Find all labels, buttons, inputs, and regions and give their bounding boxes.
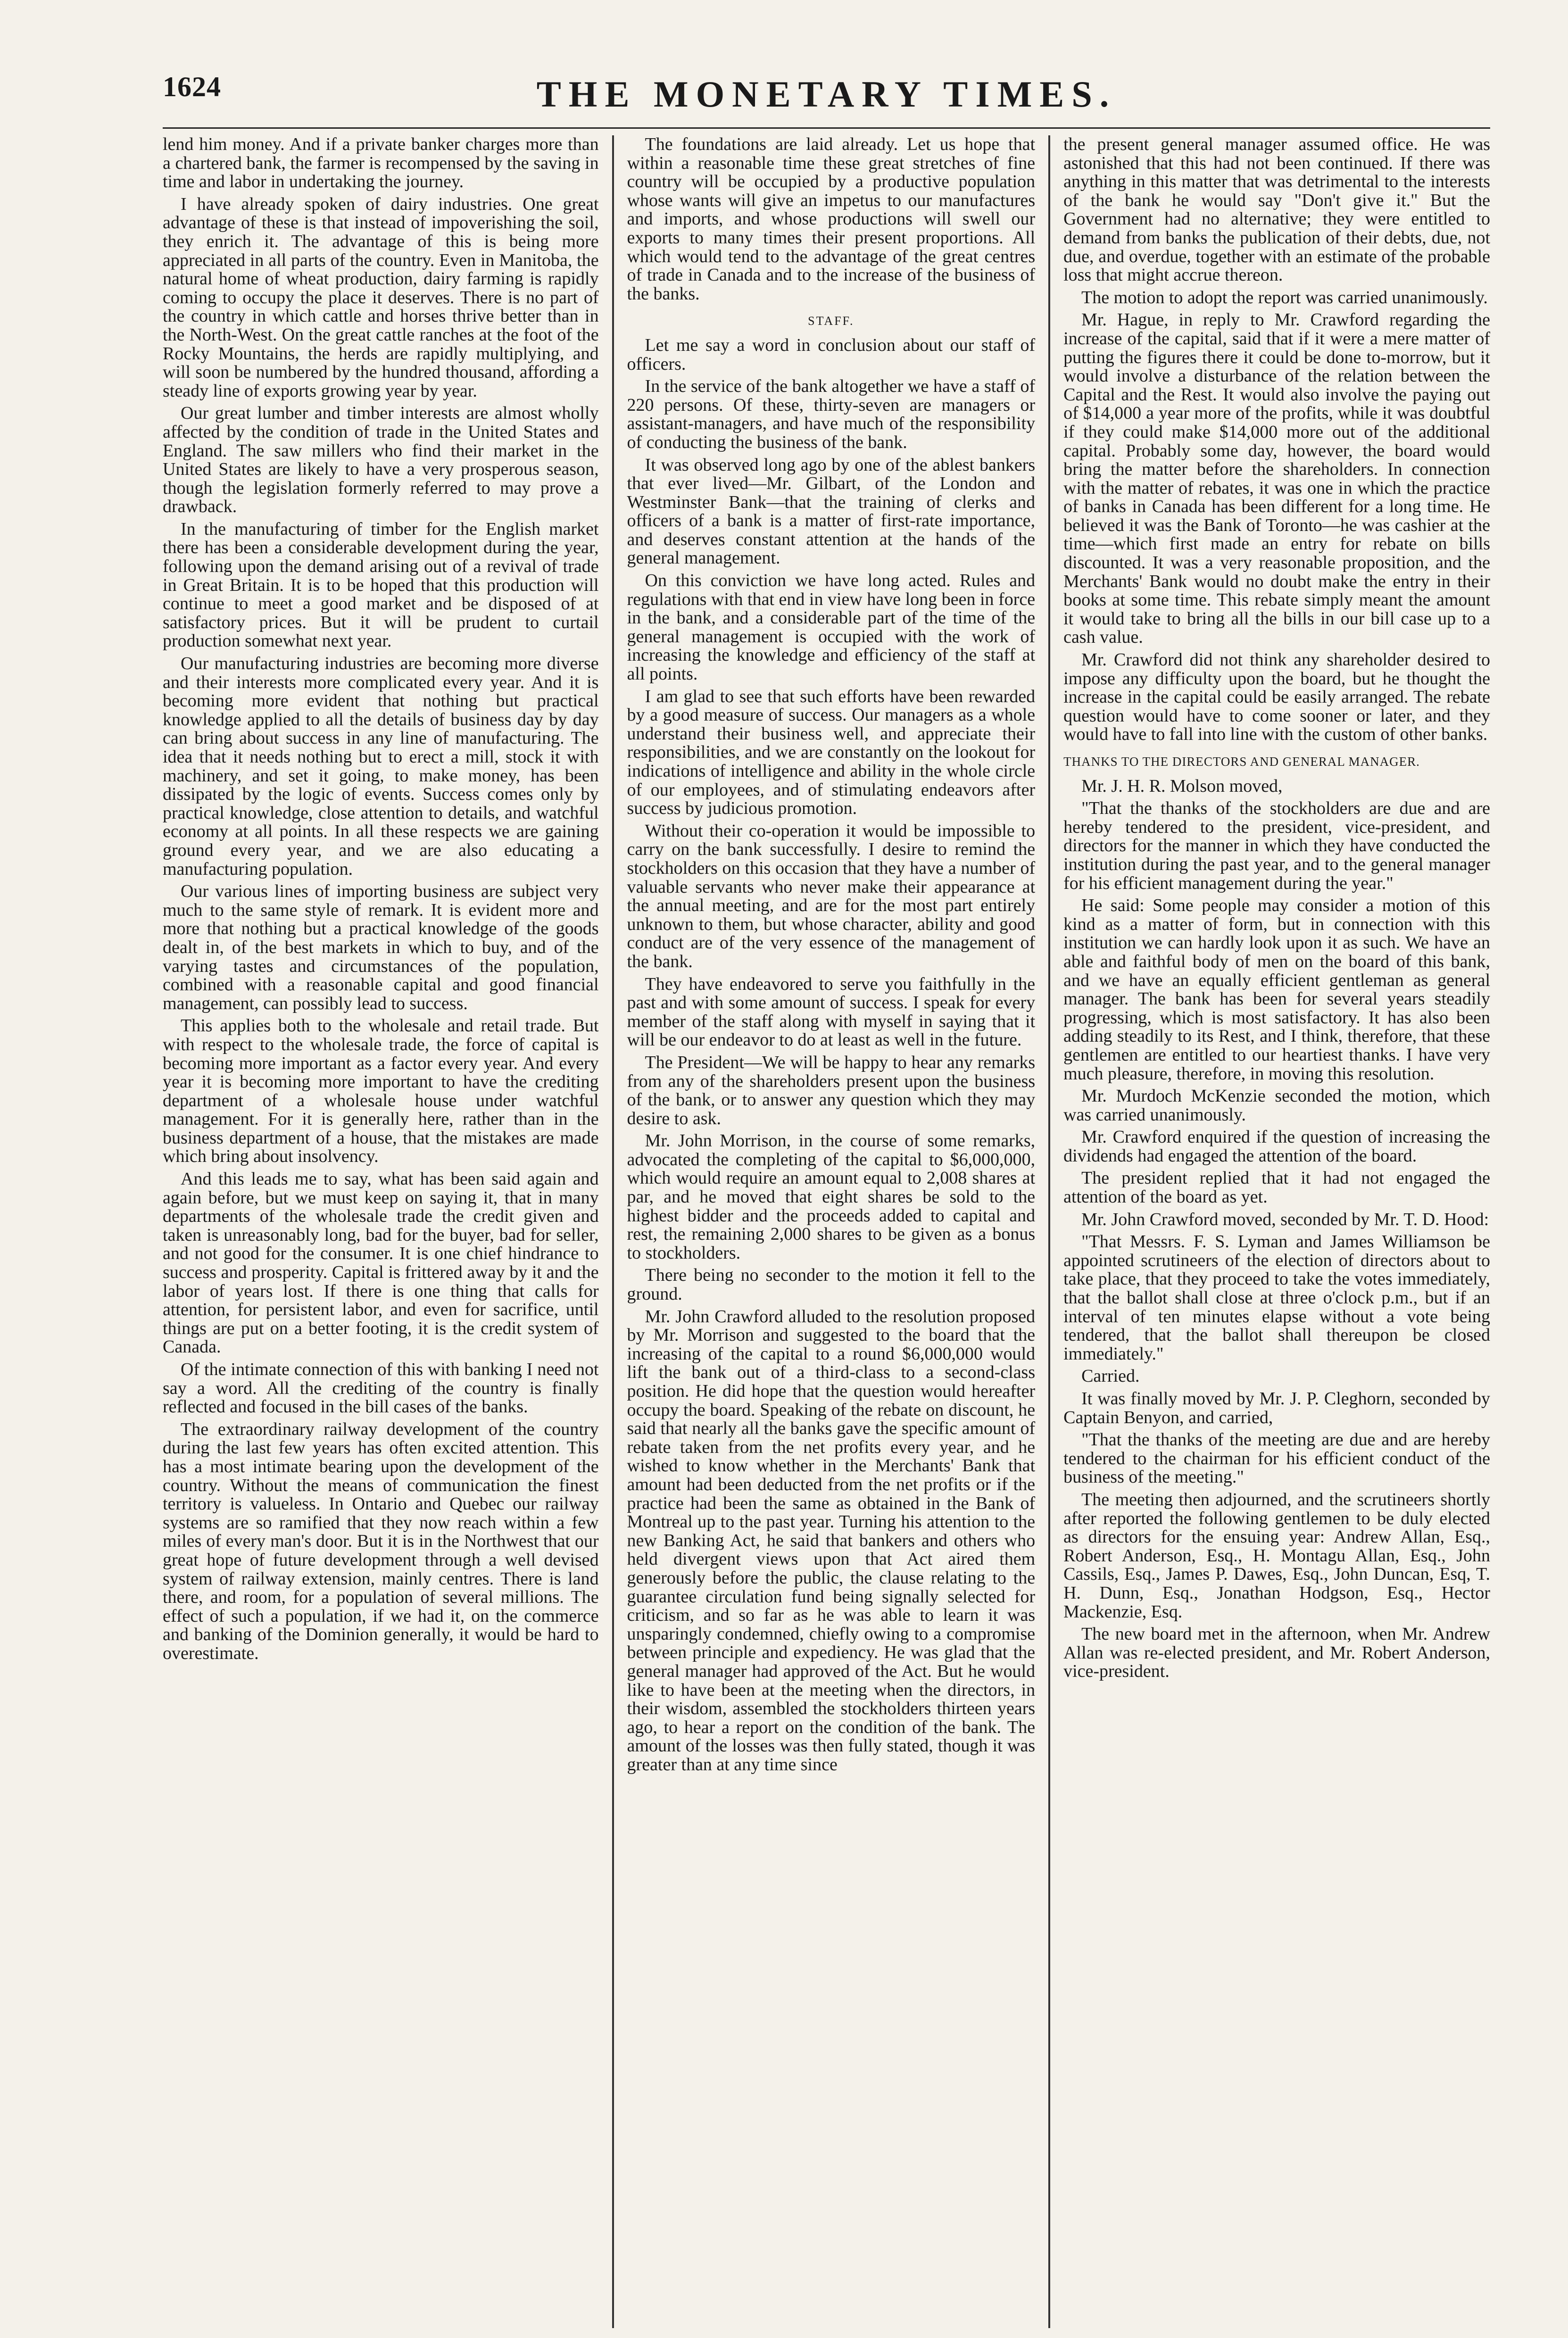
paragraph: The motion to adopt the report was carried unanimously.: [1081, 287, 1488, 307]
paragraph: Mr. Murdoch McKenzie seconded the motion, which was carried unanimously.: [1063, 1086, 1491, 1125]
paragraph: Of the intimate connection of this with banking I need not say a word. All the crediting of the country is finally reflected and focused in the bill cases of the banks.: [163, 1360, 599, 1417]
paragraph: Without their co-operation it would be impossible to carry on the bank successfully. I desire to remind the stockholders on this occasion that they have a number of valuable servants who never make their appearance at the annual meeting, and are for the most part entirely unknown to them, but whose character, ability and good conduct are of the very essence of the management of the bank.: [627, 821, 1036, 971]
column-divider: [612, 135, 614, 2328]
paragraph: lend him money. And if a private banker charges more than a chartered bank, the farmer is recompensed by the saving in time and labor in undertaking the journey.: [163, 135, 599, 192]
paragraph: In the service of the bank altogether we have a staff of 220 persons. Of these, thirty-seven are managers or assistant-managers, and have much of the responsibility of conducting the business of the bank.: [627, 376, 1036, 452]
paragraph: This applies both to the wholesale and retail trade. But with respect to the wholesale trade, the force of capital is becoming more important as a factor every year. And every year it is becoming more important to have the crediting department of a wholesale house under watchful management. For it is generally here, rather than in the business department of a house, that the mistakes are made which bring about insolvency.: [163, 1016, 599, 1167]
paragraph: And this leads me to say, what has been said again and again before, but we must keep on saying it, that in many departments of the wholesale trade the credit given and taken is unreasonably long, bad for the buyer, bad for seller, and not good for the consumer. It is one chief hindrance to success and prosperity. Capital is frittered away by it and the labor of years lost. If there is one thing that calls for attention, for persistent labor, and even for sacrifice, until things are put on a better footing, it is the credit system of Canada.: [163, 1169, 599, 1357]
paragraph: Mr. Hague, in reply to Mr. Crawford regarding the increase of the capital, said that if it were a mere matter of putting the figures there it could be done to-morrow, but it would involve a disturbance of the relation between the Capital and the Rest. It would also involve the paying out of $14,000 a year more of the profits, while it was doubtful if they could make $14,000 more out of the additional capital. Probably some day, however, the board would bring the matter before the shareholders. In connection with the matter of rebates, it was one in which the practice of banks in Canada has been different for a long time. He believed it was the Bank of Toronto—he was cashier at the time—which first made an entry for rebate on bills discounted. It was a very reasonable proposition, and the Merchants' Bank would no doubt make the entry in their books at some time. This rebate simply meant the amount it would take to bring all the bills in our bill case up to a cash value.: [1063, 310, 1491, 647]
paragraph: The new board met in the afternoon, when Mr. Andrew Allan was re-elected president, and Mr. Robert Anderson, vice-president.: [1063, 1624, 1491, 1682]
paragraph: Mr. Crawford enquired if the question of increasing the dividends had engaged the attention of the board.: [1063, 1127, 1491, 1166]
paragraph: Mr. John Morrison, in the course of some remarks, advocated the completing of the capital to $6,000,000, which would require an amount equal to 2,008 shares at par, and he moved that eight shares be sold to the highest bidder and the proceeds added to capital and rest, the remaining 2,000 shares to be given as a bonus to stockholders.: [627, 1131, 1036, 1263]
paragraph: Mr. J. H. R. Molson moved,: [1081, 776, 1283, 796]
paragraph: The foundations are laid already. Let us hope that within a reasonable time these great stretches of fine country will be occupied by a productive population whose wants will give an impetus to our manufactures and imports, and whose productions will swell our exports to many times their present proportions. All which would tend to the advantage of the great centres of trade in Canada and to the increase of the business of the banks.: [627, 135, 1036, 304]
paragraph: On this conviction we have long acted. Rules and regulations with that end in view have long been in force in the bank, and a considerable part of the time of the general management is occupied with the work of increasing the knowledge and efficiency of the staff at all points.: [627, 571, 1036, 684]
paragraph: There being no seconder to the motion it fell to the ground.: [627, 1265, 1036, 1304]
column-divider: [1048, 135, 1050, 2328]
paragraph: It was finally moved by Mr. J. P. Cleghorn, seconded by Captain Benyon, and carried,: [1063, 1389, 1491, 1427]
article-columns: [163, 135, 1490, 2328]
page-number: 1624: [163, 71, 221, 102]
resolution-quote: "That the thanks of the meeting are due and are hereby tendered to the chairman for his efficient conduct of the business of the meeting.": [1063, 1430, 1491, 1487]
masthead: [163, 71, 1490, 129]
paragraph: I am glad to see that such efforts have been rewarded by a good measure of success. Our managers as a whole understand their business well, and appreciate their responsibilities, and we are constantly on the lookout for indications of intelligence and ability in the whole circle of our employees, and of stimulating endeavors after success by judicious promotion.: [627, 686, 1036, 819]
paragraph: It was observed long ago by one of the ablest bankers that ever lived—Mr. Gilbart, of the London and Westminster Bank—that the training of clerks and officers of a bank is a matter of first-rate importance, and deserves constant attention at the hands of the general management.: [627, 455, 1036, 568]
paragraph: Our manufacturing industries are becoming more diverse and their interests more complicated every year. And it is becoming more evident that nothing but practical knowledge applied to all the details of business day by day can bring about success in any line of manufacturing. The idea that it needs nothing but to erect a mill, stock it with machinery, and set it going, to make money, has been dissipated by the logic of events. Success comes only by practical knowledge, close attention to details, and watchful economy at all points. In all these respects we are gaining ground every year, and we are also educating a manufacturing population.: [163, 654, 599, 879]
paragraph: In the manufacturing of timber for the English market there has been a considerable development during the year, following upon the demand arising out of a revival of trade in Great Britain. It is to be hoped that this production will continue to meet a good market and be disposed of at satisfactory prices. But it will be prudent to curtail production somewhat next year.: [163, 519, 599, 651]
paragraph: Carried.: [1081, 1366, 1140, 1386]
section-heading-thanks: THANKS TO THE DIRECTORS AND GENERAL MANAGER.: [1063, 754, 1420, 769]
paragraph: Mr. John Crawford moved, seconded by Mr. T. D. Hood:: [1081, 1209, 1489, 1229]
paragraph: the present general manager assumed office. He was astonished that this had not been continued. If there was anything in this matter that was detrimental to the interests of the bank he would say "Don't give it." But the Government had no alternative; they were entitled to demand from banks the publication of their debts, due, not due, and overdue, together with an estimate of the probable loss that might accrue thereon.: [1063, 135, 1491, 285]
resolution-quote: "That Messrs. F. S. Lyman and James Williamson be appointed scrutineers of the election of directors about to take place, that they proceed to take the votes immediately, that the ballot shall close at three o'clock p.m., but if an interval of ten minutes elapse without a vote being tendered, that the ballot shall thereupon be closed immediately.": [1063, 1232, 1491, 1364]
paragraph: The extraordinary railway development of the country during the last few years has often excited attention. This has a most intimate bearing upon the development of the country. Without the means of communication the finest territory is valueless. In Ontario and Quebec our railway systems are so ramified that they now reach within a few miles of every man's door. But it is in the Northwest that our great hope of future development through a well devised system of railway extension, mainly centres. There is land there, and room, for a population of several millions. The effect of such a population, if we had it, on the commerce and banking of the Dominion generally, it would be hard to overestimate.: [163, 1419, 599, 1663]
paragraph: Let me say a word in conclusion about our staff of officers.: [627, 335, 1036, 374]
paragraph: The President—We will be happy to hear any remarks from any of the shareholders present upon the business of the bank, or to answer any question which they may desire to ask.: [627, 1052, 1036, 1128]
column-1: [163, 135, 608, 2328]
paragraph: The president replied that it had not engaged the attention of the board as yet.: [1063, 1168, 1491, 1207]
paragraph: Mr. John Crawford alluded to the resolution proposed by Mr. Morrison and suggested to the board that the increasing of the capital to a round $6,000,000 would lift the bank out of a third-class to a second-class position. He did hope that the question would hereafter occupy the board. Speaking of the rebate on discount, he said that nearly all the banks gave the specific amount of rebate taken from the net profits every year, and he wished to know whether in the Merchants' Bank that amount had been deducted from the net profits or if the practice had been the same as obtained in the Bank of Montreal up to the past year. Turning his attention to the new Banking Act, he said that bankers and others who held divergent views upon that Act aired them generously before the public, the clause relating to the guarantee circulation fund being signally selected for criticism, and so far as he was able to learn it was unsparingly condemned, chiefly owing to a compromise between principle and expediency. He was glad that the general manager had approved of the Act. But he would like to have been at the meeting when the directors, in their wisdom, assembled the stockholders thirteen years ago, to hear a report on the condition of the bank. The amount of the losses was then fully stated, though it was greater than at any time since: [627, 1306, 1036, 1774]
journal-title: THE MONETARY TIMES.: [536, 74, 1117, 115]
column-3: [1054, 135, 1490, 2328]
paragraph: I have already spoken of dairy industries. One great advantage of these is that instead of impoverishing the soil, they enrich it. The advantage of this is being more appreciated in all parts of the country. Even in Manitoba, the natural home of wheat production, dairy farming is rapidly coming to occupy the place it deserves. There is no part of the country in which cattle and horses thrive better than in the North-West. On the great cattle ranches at the foot of the Rocky Mountains, the herds are rapidly multiplying, and will soon be numbered by the hundred thousand, affording a steady line of exports growing year by year.: [163, 194, 599, 401]
paragraph: The meeting then adjourned, and the scrutineers shortly after reported the following gentlemen to be duly elected as directors for the ensuing year: Andrew Allan, Esq., Robert Anderson, Esq., H. Montagu Allan, Esq., John Cassils, Esq., James P. Dawes, Esq., John Duncan, Esq, T. H. Dunn, Esq., Jonathan Hodgson, Esq., Hector Mackenzie, Esq.: [1063, 1489, 1491, 1622]
paragraph: Our various lines of importing business are subject very much to the same style of remark. It is evident more and more that nothing but a practical knowledge of the goods dealt in, of the best markets in which to buy, and of the varying tastes and circumstances of the population, combined with a reasonable capital and good financial management, can possibly lead to success.: [163, 881, 599, 1013]
paragraph: They have endeavored to serve you faithfully in the past and with some amount of success. I speak for every member of the staff along with myself in saying that it will be our endeavor to do at least as well in the future.: [627, 974, 1036, 1050]
paragraph: Our great lumber and timber interests are almost wholly affected by the condition of trade in the United States and England. The saw millers who find their market in the United States are likely to have a very prosperous season, though the legislation formerly referred to may prove a drawback.: [163, 403, 599, 517]
paragraph: He said: Some people may consider a motion of this kind as a matter of form, but in connection with this institution we can hardly look upon it as such. We have an able and faithful body of men on the board of this bank, and we have an equally efficient gentleman as general manager. The bank has been for several years steadily progressing, which is most satisfactory. It has also been adding steadily to its Rest, and I think, therefore, that these gentlemen are entitled to our heartiest thanks. I have very much pleasure, therefore, in moving this resolution.: [1063, 895, 1491, 1084]
section-heading-staff: STAFF.: [808, 314, 855, 328]
resolution-quote: "That the thanks of the stockholders are due and are hereby tendered to the president, vice-president, and directors for the manner in which they have conducted the institution during the past year, and to the general manager for his efficient management during the year.": [1063, 798, 1491, 893]
paragraph: Mr. Crawford did not think any shareholder desired to impose any difficulty upon the board, but he thought the increase in the capital could be easily arranged. The rebate question would have to come sooner or later, and they would have to fall into line with the custom of other banks.: [1063, 650, 1491, 745]
column-2: [618, 135, 1045, 2328]
